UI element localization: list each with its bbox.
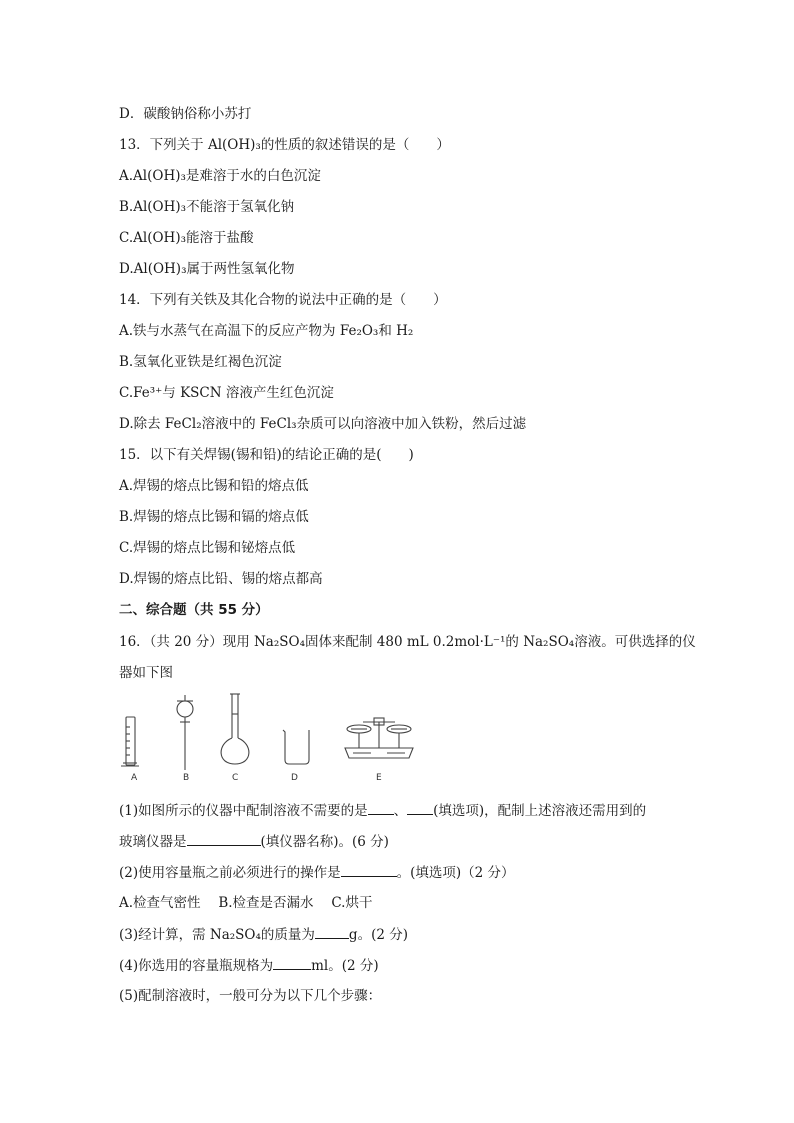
answer-blank-4[interactable]: [273, 955, 311, 970]
question-15: 15．以下有关焊锡(锡和铅)的结论正确的是( ): [119, 447, 414, 463]
separatory-funnel-icon: [177, 695, 193, 770]
option-15d: D.焊锡的熔点比铅、锡的熔点都高: [119, 571, 323, 587]
option-13d: D.Al(OH)₃属于两性氢氧化物: [119, 261, 295, 277]
option-15c: C.焊锡的熔点比锡和铋熔点低: [119, 540, 296, 556]
option-13b: B.Al(OH)₃不能溶于氢氧化钠: [119, 199, 295, 215]
apparatus-label-d: D: [291, 773, 298, 783]
subquestion-3: (3)经计算，需 Na₂SO₄的质量为 g。(2 分): [119, 924, 408, 945]
apparatus-label-a: A: [131, 773, 138, 783]
subquestion-2: (2)使用容量瓶之前必须进行的操作是 。(填选项)（2 分）: [119, 862, 515, 883]
answer-blank-2[interactable]: [341, 862, 397, 877]
question-16-line2: 器如下图: [119, 665, 173, 681]
apparatus-figure: [119, 692, 439, 784]
subquestion-1: (1)如图所示的仪器中配制溶液不需要的是 、 (填选项)，配制上述溶液还需用到的: [119, 800, 646, 821]
balance-scale-icon: [345, 718, 413, 758]
question-13: 13．下列关于 Al(OH)₃的性质的叙述错误的是（ ）: [119, 137, 450, 153]
apparatus-label-c: C: [232, 773, 239, 783]
question-14: 14．下列有关铁及其化合物的说法中正确的是（ ）: [119, 292, 447, 308]
option-13-prev-d: D．碳酸钠俗称小苏打: [119, 106, 252, 122]
option-14a: A.铁与水蒸气在高温下的反应产物为 Fe₂O₃和 H₂: [119, 323, 414, 339]
beaker-icon: [283, 730, 309, 764]
answer-blank-1c[interactable]: [187, 831, 261, 846]
question-16-line1: 16．（共 20 分）现用 Na₂SO₄固体来配制 480 mL 0.2mol·L⁻¹的 Na₂SO₄溶液。可供选择的仪: [119, 634, 696, 650]
answer-blank-3[interactable]: [315, 924, 349, 939]
subquestion-4: (4)你选用的容量瓶规格为 ml。(2 分): [119, 955, 379, 976]
answer-blank-1b[interactable]: [407, 800, 433, 815]
subquestion-5: (5)配制溶液时，一般可分为以下几个步骤：: [119, 988, 382, 1004]
option-15a: A.焊锡的熔点比锡和铅的熔点低: [119, 478, 309, 494]
graduated-cylinder-icon: [121, 717, 139, 766]
option-13c: C.Al(OH)₃能溶于盐酸: [119, 230, 254, 246]
option-15b: B.焊锡的熔点比锡和镉的熔点低: [119, 509, 309, 525]
option-14b: B.氢氧化亚铁是红褐色沉淀: [119, 354, 282, 370]
option-14c: C.Fe³⁺与 KSCN 溶液产生红色沉淀: [119, 385, 334, 401]
apparatus-label-b: B: [183, 773, 190, 783]
answer-blank-1a[interactable]: [368, 800, 394, 815]
option-13a: A.Al(OH)₃是难溶于水的白色沉淀: [119, 168, 321, 184]
option-14d: D.除去 FeCl₂溶液中的 FeCl₃杂质可以向溶液中加入铁粉，然后过滤: [119, 416, 527, 432]
apparatus-label-e: E: [376, 773, 382, 783]
subquestion-2-options: A.检查气密性 B.检查是否漏水 C.烘干: [119, 895, 373, 911]
subquestion-1-line2: 玻璃仪器是 (填仪器名称)。(6 分): [119, 831, 389, 852]
volumetric-flask-icon: [221, 694, 249, 764]
section-heading: 二、综合题（共 55 分）: [119, 602, 269, 618]
